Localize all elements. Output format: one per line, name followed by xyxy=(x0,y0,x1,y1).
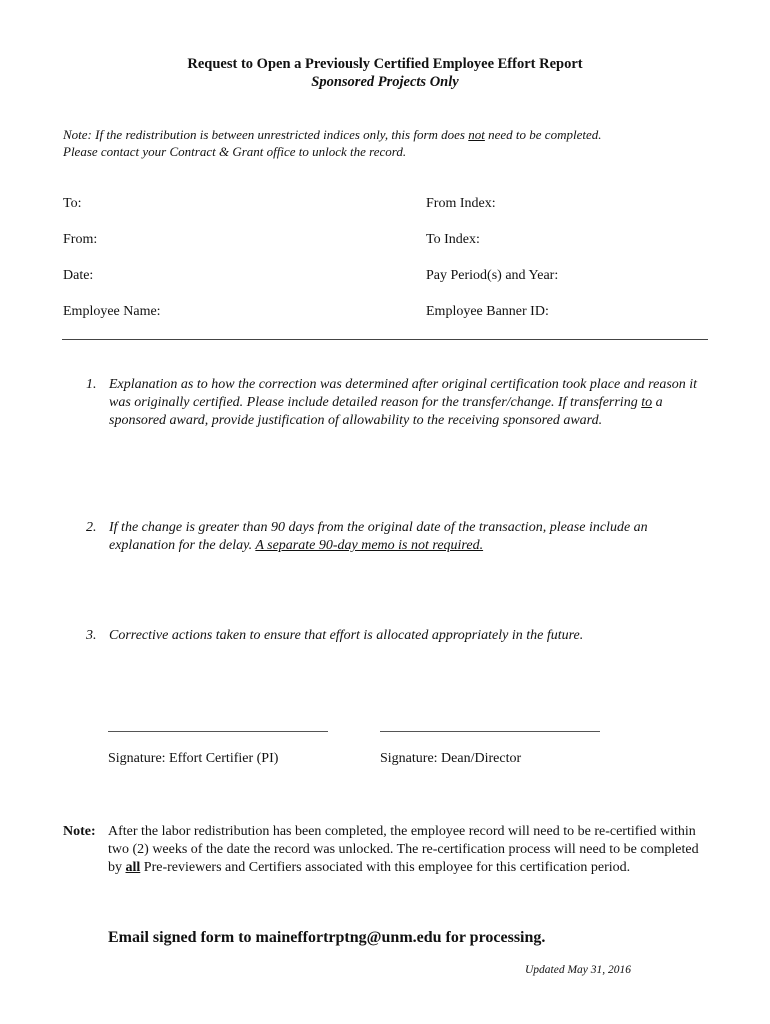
intro-note-line-2: Please contact your Contract & Grant office to unlock the record. xyxy=(63,144,407,159)
question-2-number: 2. xyxy=(86,520,97,535)
question-2-text: If the change is greater than 90 days from the original date of the transaction, please include an explanation for the delay. xyxy=(109,520,648,553)
field-to-index-label: To Index: xyxy=(426,232,480,247)
question-1-number: 1. xyxy=(86,377,97,392)
bottom-note xyxy=(63,823,713,877)
field-from-index-label: From Index: xyxy=(426,196,496,211)
question-3-text: Corrective actions taken to ensure that effort is allocated appropriately in the future. xyxy=(109,628,584,643)
bottom-note-label: Note: xyxy=(63,824,96,839)
question-1 xyxy=(86,376,716,430)
field-date-label: Date: xyxy=(63,268,94,283)
certifier-signature-label: Signature: Effort Certifier (PI) xyxy=(108,751,279,766)
form-subtitle: Sponsored Projects Only xyxy=(311,74,459,90)
updated-date: Updated May 31, 2016 xyxy=(525,964,632,976)
header-divider xyxy=(62,339,708,340)
field-from-label: From: xyxy=(63,232,98,247)
email-instruction: Email signed form to maineffortrptng@unm.edu for processing. xyxy=(108,929,546,946)
intro-note-underlined: not xyxy=(468,127,485,142)
field-employee-name-label: Employee Name: xyxy=(63,304,161,319)
intro-note-text-1: Note: If the redistribution is between unrestricted indices only, this form does xyxy=(63,127,469,142)
question-2-underlined: A separate 90-day memo is not required. xyxy=(255,538,484,553)
dean-signature-label: Signature: Dean/Director xyxy=(380,751,522,766)
dean-signature-line xyxy=(380,731,600,732)
bottom-note-emphasis: all xyxy=(125,860,141,875)
certifier-signature-line xyxy=(108,731,328,732)
question-3 xyxy=(86,627,716,645)
question-1-text: Explanation as to how the correction was determined after original certification took place and reason it was originally certified. Please include detailed reason for the transfer/change. If transferring xyxy=(109,377,698,410)
bottom-note-text: After the labor redistribution has been completed, the employee record will need to be re-certified within two (2) weeks of the date the record was unlocked. The re-certification process will need to be completed by xyxy=(108,824,699,875)
question-3-number: 3. xyxy=(86,628,97,643)
bottom-note-text-end: Pre-reviewers and Certifiers associated with this employee for this certification period. xyxy=(140,860,631,875)
form-title: Request to Open a Previously Certified Employee Effort Report xyxy=(187,56,583,72)
question-1-text-end: a sponsored award, provide justification of allowability to the receiving sponsored award. xyxy=(109,395,663,428)
intro-note-text-2: need to be completed. xyxy=(484,127,602,142)
field-to-label: To: xyxy=(63,196,82,211)
field-pay-period-label: Pay Period(s) and Year: xyxy=(426,268,559,283)
intro-note xyxy=(63,126,713,160)
field-employee-banner-id-label: Employee Banner ID: xyxy=(426,304,549,319)
question-1-underlined: to xyxy=(641,395,653,410)
question-2 xyxy=(86,519,716,555)
